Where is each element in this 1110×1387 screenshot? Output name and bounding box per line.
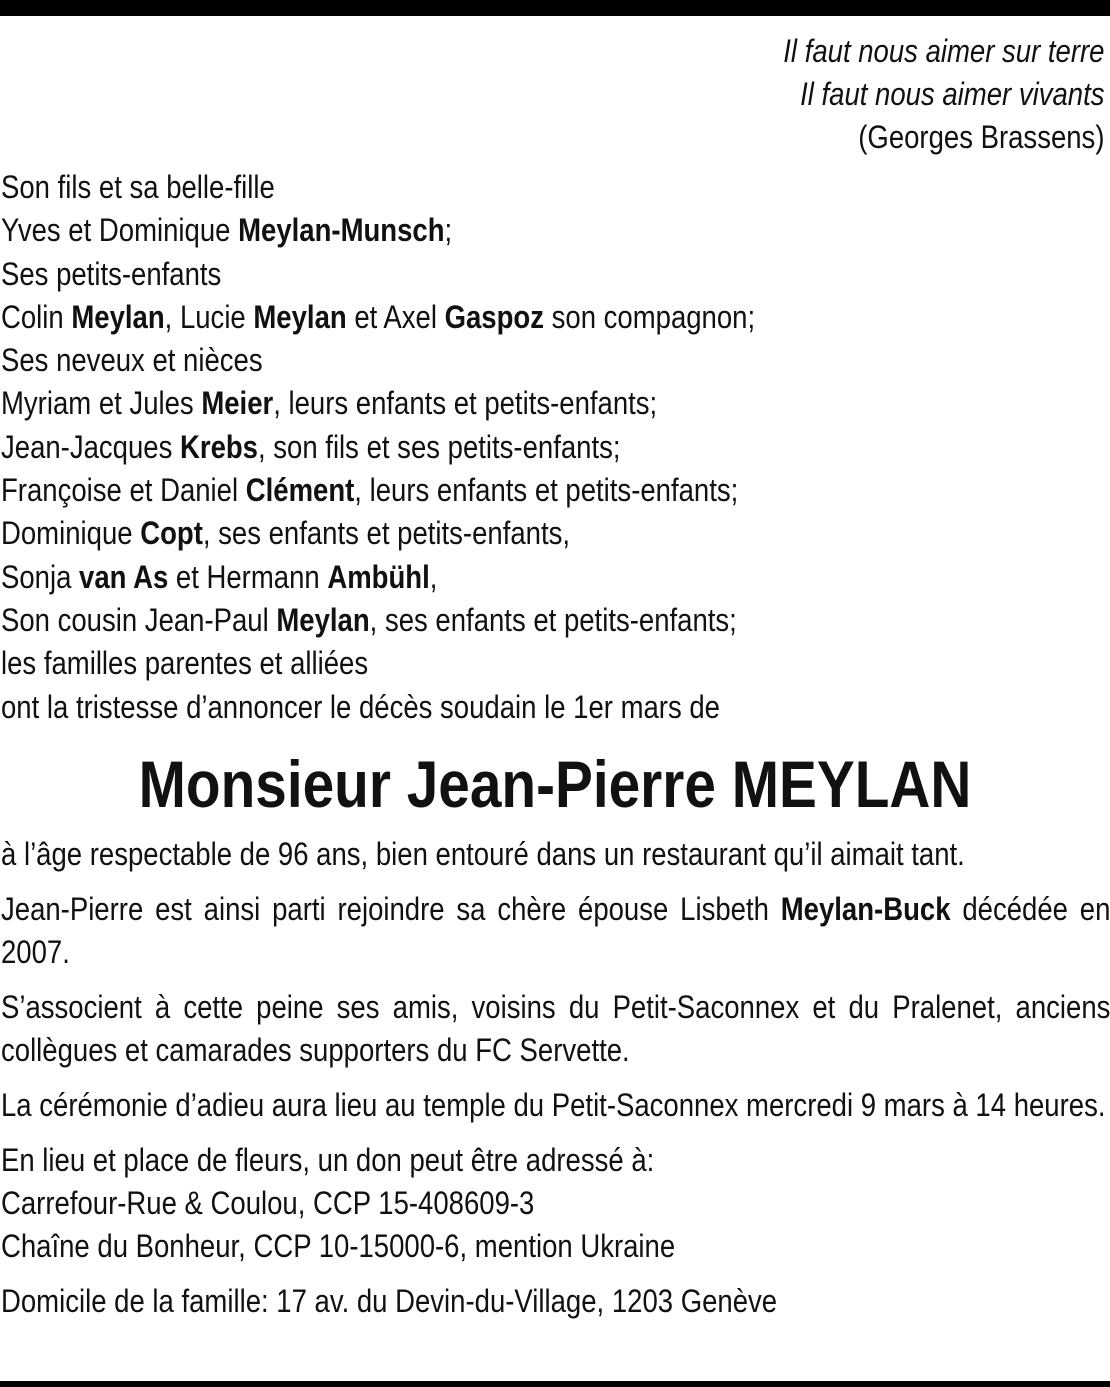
family-surname: Krebs [179, 428, 258, 465]
text-run: son compagnon; [543, 298, 756, 335]
epigraph [783, 30, 1104, 159]
epigraph-author: (Georges Brassens) [857, 119, 1104, 155]
epigraph-line: Il faut nous aimer sur terre [782, 33, 1104, 69]
text-run: , ses enfants et petits-enfants, [202, 515, 570, 552]
text-run: Myriam et Jules [1, 385, 202, 422]
spouse-surname: Meylan-Buck [780, 891, 951, 927]
donation-line: En lieu et place de fleurs, un don peut être adressé à: [1, 1142, 655, 1178]
family-line [1, 382, 755, 425]
family-surname: Gaspoz [444, 298, 544, 335]
family-line [1, 296, 755, 339]
notice-body [1, 833, 1110, 1335]
age-paragraph: à l’âge respectable de 96 ans, bien entouré dans un restaurant qu’il aimait tant. [1, 836, 965, 872]
family-surname: Meylan [71, 298, 165, 335]
text-run: , leurs enfants et petits-enfants; [354, 472, 739, 509]
family-line: Son fils et sa belle-fille [1, 169, 275, 205]
family-line [1, 469, 755, 512]
family-surname: Meylan-Munsch [238, 212, 445, 249]
text-run: et Axel [346, 298, 445, 335]
family-line: Ses neveux et nièces [1, 342, 263, 379]
epigraph-line: Il faut nous aimer vivants [799, 76, 1104, 112]
family-list [1, 166, 755, 729]
family-surname: Ambühl [327, 558, 430, 595]
family-surname: Clément [245, 472, 355, 509]
text-run: Françoise et Daniel [1, 472, 246, 509]
family-line: les familles parentes et alliées [1, 645, 369, 682]
family-line [1, 599, 755, 642]
family-line [1, 512, 755, 555]
family-line: Ses petits-enfants [1, 255, 222, 292]
family-line: ont la tristesse d’annoncer le décès soudain le 1er mars de [1, 688, 720, 725]
text-run: Colin [1, 298, 72, 335]
address-paragraph: Domicile de la famille: 17 av. du Devin-du-Village, 1203 Genève [1, 1283, 778, 1319]
text-run: ; [444, 212, 453, 249]
bottom-border [0, 1381, 1110, 1387]
family-line [1, 426, 755, 469]
text-run: , ses enfants et petits-enfants; [369, 601, 737, 638]
text-run: Jean-Pierre est ainsi parti rejoindre sa chère épouse Lisbeth [1, 891, 781, 927]
text-run: , [429, 558, 438, 595]
text-run: Dominique [1, 515, 141, 552]
family-surname: Meylan [253, 298, 347, 335]
donation-line: Chaîne du Bonheur, CCP 10-15000-6, mention Ukraine [1, 1228, 676, 1264]
donation-line: Carrefour-Rue & Coulou, CCP 15-408609-3 [1, 1185, 535, 1221]
family-line [1, 209, 755, 252]
text-run: Jean-Jacques [1, 428, 180, 465]
family-line [1, 556, 755, 599]
text-run: , son fils et ses petits-enfants; [257, 428, 621, 465]
text-run: Son cousin Jean-Paul [1, 601, 277, 638]
ceremony-paragraph: La cérémonie d’adieu aura lieu au temple du Petit-Saconnex mercredi 9 mars à 14 heures. [1, 1087, 1106, 1123]
text-run: , leurs enfants et petits-enfants; [273, 385, 658, 422]
condolences-paragraph: S’associent à cette peine ses amis, voisins du Petit-Saconnex et du Pralenet, anciens collègues et camarades supporters du FC Servette. [1, 989, 1110, 1068]
family-surname: van As [79, 558, 169, 595]
donation-paragraph [1, 1139, 1110, 1268]
spouse-paragraph [1, 888, 1110, 974]
family-surname: Meier [201, 385, 274, 422]
text-run: et Hermann [168, 558, 328, 595]
family-surname: Copt [140, 515, 203, 552]
text-run: Yves et Dominique [1, 212, 239, 249]
text-run: décédée en 2007. [1, 891, 1110, 970]
text-run: , Lucie [164, 298, 254, 335]
deceased-name: Monsieur Jean-Pierre MEYLAN [138, 747, 972, 821]
text-run: Sonja [1, 558, 80, 595]
family-surname: Meylan [276, 601, 370, 638]
top-border [0, 0, 1110, 16]
